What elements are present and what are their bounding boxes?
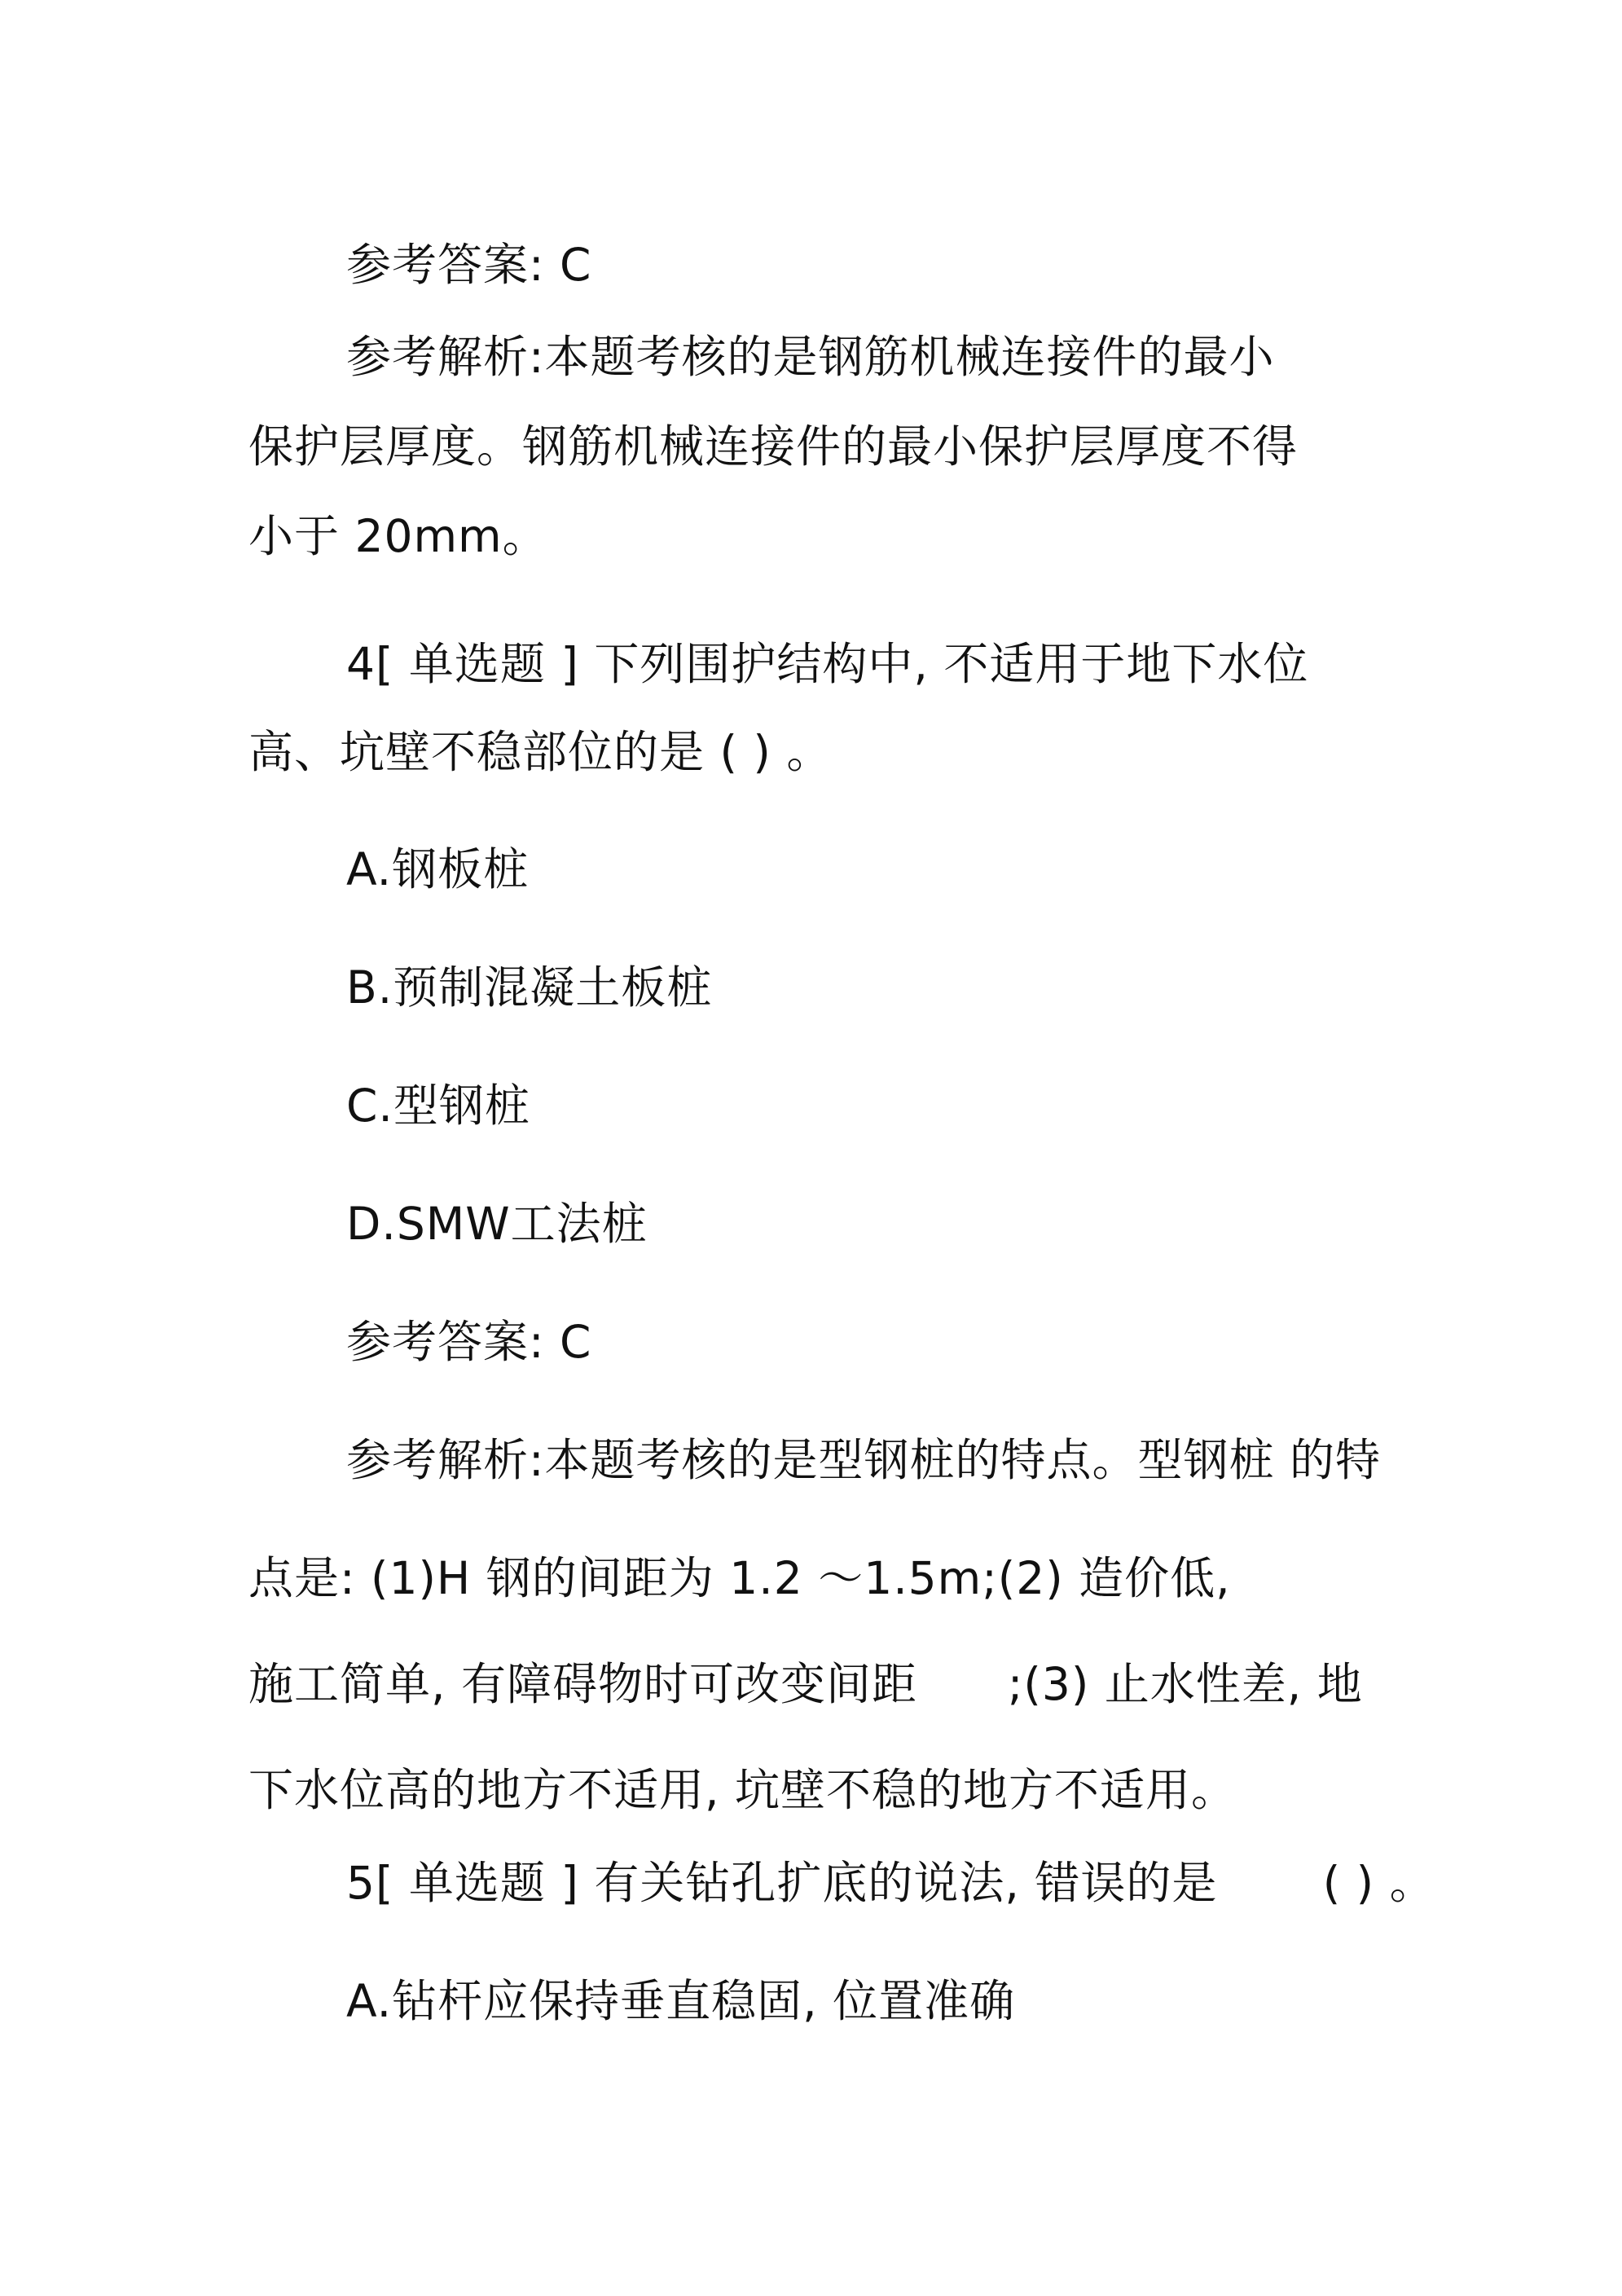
q4-option-c: C.型钢桩 — [346, 1080, 530, 1132]
q4-stem-line-2: 高、坑壁不稳部位的是 ( ) 。 — [248, 726, 833, 778]
q3-answer: 参考答案: C — [346, 239, 592, 291]
q4-analysis-line-3: 施工简单, 有障碍物时可改变间距 ;(3) 止水性差, 地 — [248, 1658, 1363, 1710]
q5-stem-line-1: 5[ 单选题 ] 有关钻孔扩底的说法, 错误的是 ( ) 。 — [346, 1857, 1435, 1909]
q4-option-b: B.预制混凝土板桩 — [346, 961, 713, 1014]
q4-analysis-line-4: 下水位高的地方不适用, 坑壁不稳的地方不适用。 — [248, 1764, 1237, 1816]
q4-stem-line-1: 4[ 单选题 ] 下列围护结构中, 不适用于地下水位 — [346, 638, 1309, 690]
q5-option-a: A.钻杆应保持垂直稳固, 位置准确 — [346, 1975, 1016, 2027]
q4-option-d: D.SMW工法桩 — [346, 1198, 648, 1250]
q3-analysis-line-3: 小于 20mm。 — [248, 510, 548, 562]
q4-analysis-line-2: 点是: (1)H 钢的间距为 1.2 ～1.5m;(2) 造价低, — [248, 1552, 1231, 1604]
q3-analysis-line-2: 保护层厚度。钢筋机械连接件的最小保护层厚度不得 — [248, 420, 1299, 473]
q4-answer: 参考答案: C — [346, 1316, 592, 1368]
q4-analysis-line-1: 参考解析:本题考核的是型钢桩的特点。型钢桩 的特 — [346, 1434, 1382, 1486]
q3-analysis-line-1: 参考解析:本题考核的是钢筋机械连接件的最小 — [346, 331, 1275, 383]
q4-option-a: A.钢板桩 — [346, 843, 530, 895]
